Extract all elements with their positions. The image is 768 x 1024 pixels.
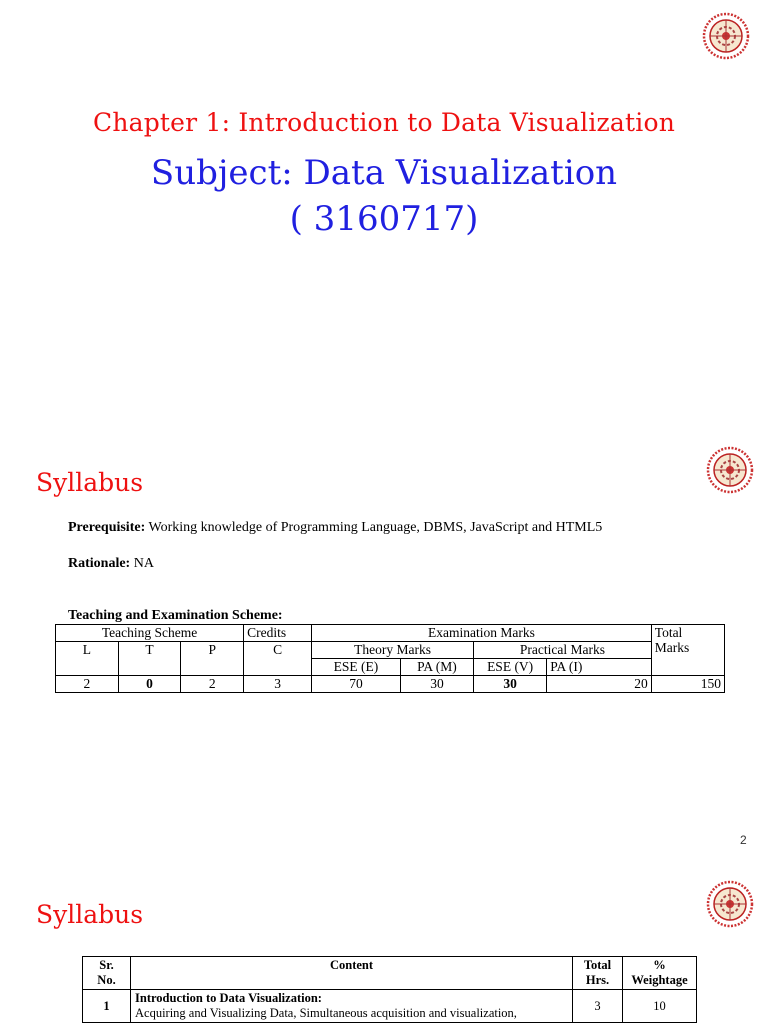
rationale-text: NA — [133, 556, 154, 571]
teaching-scheme-header: Teaching Scheme — [56, 625, 244, 642]
row-topic-title: Introduction to Data Visualization: — [135, 991, 322, 1005]
pa-m-header: PA (M) — [400, 659, 473, 676]
total-marks-header — [651, 625, 724, 676]
no-label: No. — [97, 973, 116, 987]
table-cell: 30 — [474, 676, 547, 693]
ese-e-header: ESE (E) — [312, 659, 401, 676]
credits-header: Credits — [244, 625, 312, 642]
total-label: Total — [654, 625, 683, 640]
t-header: T — [118, 642, 181, 676]
table-cell: 2 — [56, 676, 119, 693]
row-weightage: 10 — [623, 990, 697, 1023]
prerequisite-label: Prerequisite: — [68, 520, 146, 535]
prerequisite-text: Working knowledge of Programming Language, DBMS, JavaScript and HTML5 — [148, 520, 603, 535]
row-hours: 3 — [573, 990, 623, 1023]
row-number: 1 — [83, 990, 131, 1023]
section-heading: Syllabus — [36, 900, 144, 929]
hrs-label: Hrs. — [585, 973, 610, 987]
institute-logo — [702, 12, 750, 60]
scheme-title: Teaching and Examination Scheme: — [68, 608, 283, 623]
rationale — [68, 556, 154, 572]
table-row — [56, 642, 725, 659]
row-content — [131, 990, 573, 1023]
table-cell: 20 — [547, 676, 652, 693]
section-heading: Syllabus — [36, 468, 144, 497]
syllabus-table — [82, 956, 697, 1023]
theory-marks-header: Theory Marks — [312, 642, 474, 659]
table-cell: 0 — [118, 676, 181, 693]
rationale-label: Rationale: — [68, 556, 131, 571]
table-row — [83, 957, 697, 990]
c-header: C — [244, 642, 312, 676]
total-label: Total — [583, 958, 612, 972]
table-row — [56, 676, 725, 693]
percent-label: % — [653, 958, 666, 972]
pa-i-header: PA (I) — [547, 659, 652, 676]
chapter-title: Chapter 1: Introduction to Data Visualization — [92, 108, 676, 137]
weightage-label: Weightage — [631, 973, 688, 987]
total-hrs-header — [573, 957, 623, 990]
institute-logo — [706, 880, 754, 928]
weightage-header — [623, 957, 697, 990]
row-topic-text: Acquiring and Visualizing Data, Simultaneous acquisition and visualization, — [135, 1006, 517, 1020]
table-cell: 2 — [181, 676, 244, 693]
institute-logo — [706, 446, 754, 494]
table-cell: 70 — [312, 676, 401, 693]
subject-line: Subject: Data Visualization — [150, 153, 618, 193]
practical-marks-header: Practical Marks — [474, 642, 652, 659]
content-header: Content — [131, 957, 573, 990]
examination-marks-header: Examination Marks — [312, 625, 652, 642]
prerequisite — [68, 520, 602, 536]
subject-code: ( 3160717) — [289, 199, 479, 239]
ese-v-header: ESE (V) — [474, 659, 547, 676]
subject-title — [0, 150, 768, 242]
p-header: P — [181, 642, 244, 676]
table-row — [83, 990, 697, 1023]
sr-no-header — [83, 957, 131, 990]
table-cell: 150 — [651, 676, 724, 693]
table-row — [56, 625, 725, 642]
table-cell: 30 — [400, 676, 473, 693]
marks-label: Marks — [654, 640, 690, 655]
sr-label: Sr. — [99, 958, 114, 972]
teaching-scheme-table — [55, 624, 725, 693]
page-number: 2 — [740, 833, 747, 847]
table-cell: 3 — [244, 676, 312, 693]
l-header: L — [56, 642, 119, 676]
